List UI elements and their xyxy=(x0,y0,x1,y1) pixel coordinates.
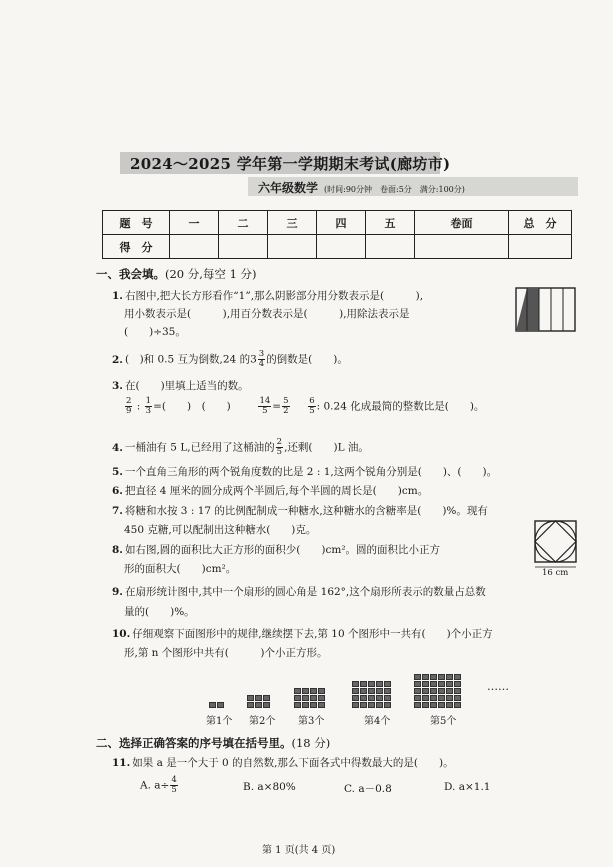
q10-text1: 仔细观察下面图形中的规律,继续摆下去,第 10 个图形中一共有( )个小正方 xyxy=(132,628,493,640)
q2-mixed-whole: 3 xyxy=(250,353,257,366)
q11-frac-den: 5 xyxy=(171,785,177,795)
section1-note: (20 分,每空 1 分) xyxy=(165,267,257,281)
q11-option-a-text: A. a÷ xyxy=(140,779,170,792)
exam-subtitle xyxy=(258,179,465,196)
small-square-cell xyxy=(352,681,359,687)
small-square-cell xyxy=(430,695,437,701)
small-square-cell xyxy=(384,688,391,694)
q5-text: 一个直角三角形的两个锐角度数的比是 2 : 1,这两个锐角分别是( )、( )。 xyxy=(124,466,498,478)
small-square-cell xyxy=(368,688,375,694)
q3-frac2-den: 3 xyxy=(145,406,152,416)
small-square-cell xyxy=(422,702,429,708)
q2-fraction xyxy=(258,350,265,369)
q3-frac3-den: 5 xyxy=(262,406,268,416)
q11-option-b[interactable]: B. a×80% xyxy=(243,781,296,793)
small-square-cell xyxy=(302,695,309,701)
small-square-cell xyxy=(446,702,453,708)
score-cell[interactable] xyxy=(219,235,268,259)
small-square-cell xyxy=(422,688,429,694)
small-square-cell xyxy=(360,681,367,687)
score-header-cell: 题 号 xyxy=(103,211,170,235)
score-header-cell: 五 xyxy=(366,211,415,235)
small-square-cell xyxy=(438,681,445,687)
q5-number: 5. xyxy=(112,466,123,478)
score-cell[interactable] xyxy=(415,235,509,259)
small-square-cell xyxy=(454,681,461,687)
small-square-cell xyxy=(422,681,429,687)
small-square-cell xyxy=(454,688,461,694)
small-square-cell xyxy=(438,688,445,694)
score-header-cell: 卷面 xyxy=(415,211,509,235)
small-square-cell xyxy=(360,702,367,708)
score-header-cell: 四 xyxy=(317,211,366,235)
small-square-cell xyxy=(368,681,375,687)
small-square-cell xyxy=(247,702,254,708)
q2-text-a: ( )和 0.5 互为倒数,24 的 xyxy=(124,353,251,366)
section2-heading xyxy=(96,735,330,751)
small-square-cell xyxy=(430,681,437,687)
q3-line2 xyxy=(124,397,484,416)
exam-title: 2024～2025 学年第一学期期末考试(廊坊市) xyxy=(130,155,451,173)
q1-number: 1. xyxy=(112,290,123,302)
q10-number: 10. xyxy=(112,628,131,640)
small-square-cell xyxy=(438,674,445,680)
q11-option-d[interactable]: D. a×1.1 xyxy=(444,781,491,793)
small-square-cell xyxy=(446,695,453,701)
small-square-cell xyxy=(247,695,254,701)
q3-frac1-den: 9 xyxy=(126,406,132,416)
small-square-cell xyxy=(209,702,216,708)
small-square-cell xyxy=(360,688,367,694)
q7-number: 7. xyxy=(112,505,123,517)
small-square-cell xyxy=(217,702,224,708)
q3-text-p3: : 0.24 化成最简的整数比是( )。 xyxy=(316,400,485,413)
small-square-cell xyxy=(376,695,383,701)
small-square-cell xyxy=(318,702,325,708)
q9-line1 xyxy=(112,584,486,599)
q4-frac-num: 2 xyxy=(276,437,283,447)
small-square-cell xyxy=(414,674,421,680)
small-square-cell xyxy=(263,695,270,701)
q6-line xyxy=(112,483,428,498)
score-table xyxy=(102,210,572,259)
q3-number: 3. xyxy=(112,380,123,392)
q1-text1: 右图中,把大长方形看作“1”,那么阴影部分用分数表示是( ), xyxy=(124,290,424,302)
q3-frac2-num: 1 xyxy=(145,396,152,406)
q3-frac3 xyxy=(258,397,271,416)
score-cell[interactable] xyxy=(268,235,317,259)
score-header-cell: 二 xyxy=(219,211,268,235)
q9-number: 9. xyxy=(112,586,123,598)
q1-line1 xyxy=(112,288,423,303)
subject-label: 六年级数学 xyxy=(258,181,319,195)
q3-text1: 在( )里填上适当的数。 xyxy=(124,380,249,392)
small-square-cell xyxy=(368,695,375,701)
figure-label: 第5个 xyxy=(430,716,457,727)
q11-frac-num: 4 xyxy=(171,775,177,785)
small-square-cell xyxy=(302,702,309,708)
score-header-cell: 一 xyxy=(170,211,219,235)
q3-frac4-den: 2 xyxy=(283,406,289,416)
small-square-cell xyxy=(422,695,429,701)
small-square-cell xyxy=(430,688,437,694)
q6-number: 6. xyxy=(112,485,123,497)
q8-number: 8. xyxy=(112,544,123,556)
small-square-cell xyxy=(255,702,262,708)
dimension-label: 16 cm xyxy=(542,568,569,578)
q1-line2: 用小数表示是( ),用百分数表示是( ),用除法表示是 xyxy=(124,308,410,320)
q2-text-b: 的倒数是( )。 xyxy=(266,353,348,366)
q2-line xyxy=(112,350,348,369)
q3-line1 xyxy=(112,378,249,393)
q10-line2: 形,第 n 个图形中共有( )个小正方形。 xyxy=(124,647,328,659)
small-square-cell xyxy=(422,674,429,680)
q4-number: 4. xyxy=(112,441,123,454)
small-square-cell xyxy=(446,688,453,694)
small-square-cell xyxy=(446,674,453,680)
small-square-cell xyxy=(454,674,461,680)
q2-frac-den: 4 xyxy=(258,359,265,369)
small-square-cell xyxy=(414,695,421,701)
q7-text1: 将糖和水按 3 : 17 的比例配制成一种糖水,这种糖水的含糖率是( )%。现有 xyxy=(124,505,488,517)
q2-number: 2. xyxy=(112,353,123,366)
small-square-cell xyxy=(255,695,262,701)
small-square-cell xyxy=(376,688,383,694)
q3-frac1-num: 2 xyxy=(126,396,132,406)
small-square-cell xyxy=(294,688,301,694)
q6-text: 把直径 4 厘米的圆分成两个半圆后,每个半圆的周长是( )cm。 xyxy=(124,485,429,497)
q1-line3: ( )÷35。 xyxy=(124,326,186,338)
q11-option-c[interactable]: C. a－0.8 xyxy=(344,783,392,795)
figure-label: 第2个 xyxy=(249,716,276,727)
ellipsis: …… xyxy=(487,680,509,693)
score-header-cell: 三 xyxy=(268,211,317,235)
small-square-cell xyxy=(430,674,437,680)
q3-frac4-num: 5 xyxy=(283,396,289,406)
q10-line1 xyxy=(112,626,493,641)
q11-number: 11. xyxy=(112,757,131,769)
figure-label: 第3个 xyxy=(298,716,325,727)
q8-line1 xyxy=(112,542,440,557)
section1-title: 一、我会填。 xyxy=(96,267,165,281)
score-row-label: 得 分 xyxy=(103,235,170,259)
q4-text-b: ,还剩( )L 油。 xyxy=(284,441,369,454)
small-square-cell xyxy=(384,702,391,708)
small-square-cell xyxy=(318,695,325,701)
q4-text-a: 一桶油有 5 L,已经用了这桶油的 xyxy=(124,441,275,454)
section2-title: 二、选择正确答案的序号填在括号里。 xyxy=(96,736,292,750)
small-square-cell xyxy=(454,702,461,708)
score-value-row xyxy=(103,235,572,259)
figure-label: 第1个 xyxy=(206,716,233,727)
q3-frac1 xyxy=(125,397,132,416)
section1-heading xyxy=(96,266,257,282)
q3-text-p1: =( ) ( ) xyxy=(153,400,231,413)
small-square-cell xyxy=(438,702,445,708)
small-square-cell xyxy=(263,702,270,708)
small-square-cell xyxy=(310,695,317,701)
small-square-cell xyxy=(438,695,445,701)
q3-frac4 xyxy=(282,397,289,416)
page-number: 第 1 页(共 4 页) xyxy=(262,845,336,856)
small-square-cell xyxy=(376,702,383,708)
q4-frac-den: 5 xyxy=(276,447,283,457)
section2-note: (18 分) xyxy=(291,736,331,750)
q9-line2: 量的( )%。 xyxy=(124,606,195,618)
score-header-cell: 总 分 xyxy=(509,211,572,235)
q7-line1 xyxy=(112,503,488,518)
q8-line2: 形的面积大( )cm²。 xyxy=(124,563,237,575)
q9-text1: 在扇形统计图中,其中一个扇形的圆心角是 162°,这个扇形所表示的数量占总数 xyxy=(124,586,486,598)
shaded-rectangle-figure xyxy=(515,287,577,333)
small-square-cell xyxy=(294,702,301,708)
small-square-cell xyxy=(294,695,301,701)
small-square-cell xyxy=(414,681,421,687)
score-cell[interactable] xyxy=(509,235,572,259)
q3-text-p2: = xyxy=(272,400,282,413)
small-square-cell xyxy=(414,688,421,694)
small-square-cell xyxy=(352,702,359,708)
small-square-cell xyxy=(376,681,383,687)
figure-label: 第4个 xyxy=(364,716,391,727)
score-cell[interactable] xyxy=(317,235,366,259)
score-cell[interactable] xyxy=(366,235,415,259)
small-square-cell xyxy=(352,695,359,701)
q11-line xyxy=(112,755,454,770)
small-square-cell xyxy=(368,702,375,708)
q5-line xyxy=(112,464,497,479)
q3-frac2 xyxy=(145,397,152,416)
score-cell[interactable] xyxy=(170,235,219,259)
small-square-cell xyxy=(384,695,391,701)
score-header-row xyxy=(103,211,572,235)
small-square-cell xyxy=(454,695,461,701)
ratio-colon: : xyxy=(136,400,141,413)
q11-option-a[interactable] xyxy=(140,776,179,795)
small-square-cell xyxy=(302,688,309,694)
q11-option-a-fraction xyxy=(170,776,177,795)
small-square-cell xyxy=(384,681,391,687)
small-square-cell xyxy=(446,681,453,687)
small-square-cell xyxy=(430,702,437,708)
small-square-cell xyxy=(414,702,421,708)
q2-frac-num: 3 xyxy=(258,349,265,359)
q3-frac3-num: 14 xyxy=(259,396,271,406)
q7-line2: 450 克糖,可以配制出这种糖水( )克。 xyxy=(124,524,317,536)
small-square-cell xyxy=(360,695,367,701)
small-square-cell xyxy=(318,688,325,694)
q11-text: 如果 a 是一个大于 0 的自然数,那么下面各式中得数最大的是( )。 xyxy=(132,757,454,769)
small-square-cell xyxy=(310,702,317,708)
q4-line xyxy=(112,438,369,457)
q8-text1: 如右图,圆的面积比大正方形的面积少( )cm²。圆的面积比小正方 xyxy=(124,544,441,556)
q4-fraction xyxy=(276,438,283,457)
small-square-cell xyxy=(352,688,359,694)
q3-frac5-num: 6 xyxy=(309,396,315,406)
small-square-cell xyxy=(310,688,317,694)
q3-frac5 xyxy=(308,397,315,416)
q3-frac5-den: 5 xyxy=(309,406,315,416)
exam-meta: (时间:90分钟 卷面:5分 满分:100分) xyxy=(324,185,465,194)
